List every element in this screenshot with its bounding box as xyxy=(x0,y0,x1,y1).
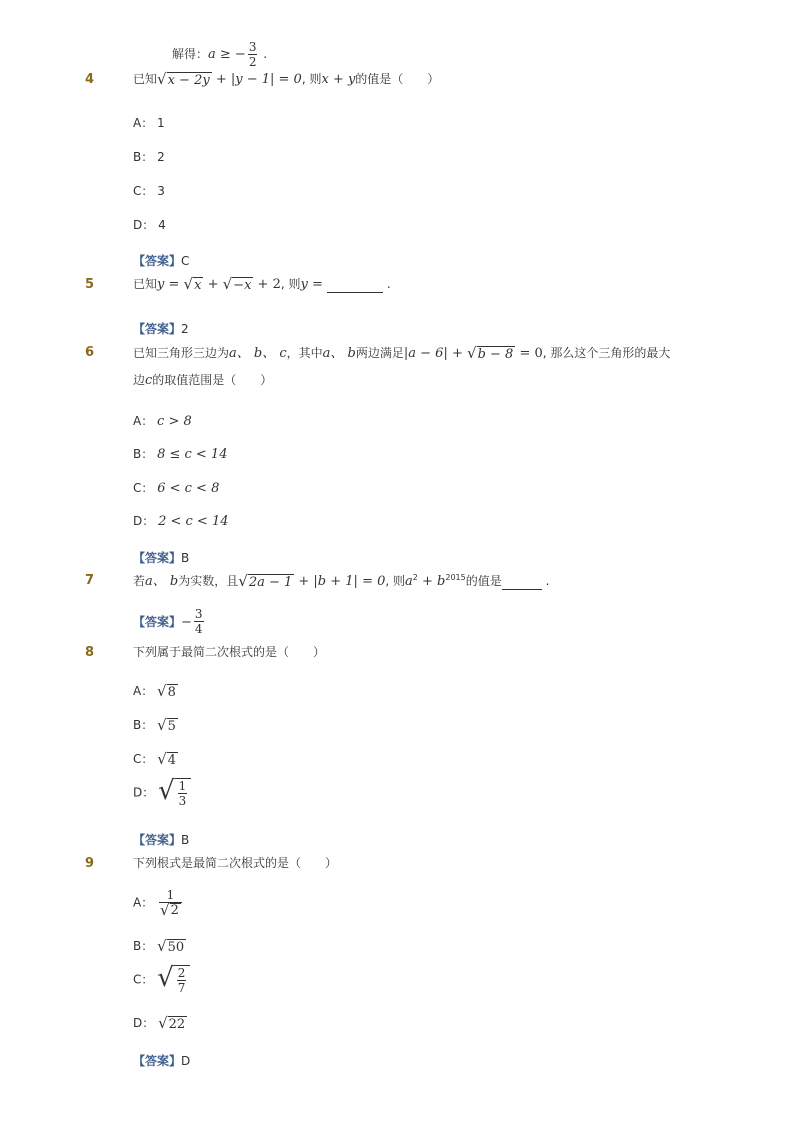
stem-math: + 2 xyxy=(253,277,281,292)
radicand: 50 xyxy=(167,939,185,955)
answer-tag: 【答案】 xyxy=(133,615,182,629)
option-a[interactable] xyxy=(133,114,165,131)
stem-math: x + y xyxy=(321,72,356,87)
exponent: 2 xyxy=(412,573,418,582)
stem-math: |a − 6| + xyxy=(403,346,467,361)
radicand: 4 xyxy=(167,752,177,768)
option-label: D： xyxy=(133,785,155,800)
question-stem-line2 xyxy=(133,371,272,388)
option-label: C： xyxy=(133,972,154,987)
sqrt-expression: √ b − 8 xyxy=(467,343,514,362)
radicand: x xyxy=(194,277,202,293)
answer-line xyxy=(133,547,189,566)
stem-math: a、 b xyxy=(322,346,356,361)
stem-text: 的值是 xyxy=(465,574,502,588)
sqrt-expression: √ x xyxy=(183,274,202,293)
sqrt-expression: √ 22 xyxy=(158,1013,186,1032)
stem-text: , 那么这个三角形的最大 xyxy=(542,346,671,360)
solution-line xyxy=(172,40,267,69)
option-label: C： xyxy=(133,752,154,766)
answer-fraction xyxy=(194,607,204,636)
option-b[interactable] xyxy=(133,445,227,462)
option-d[interactable] xyxy=(133,1014,187,1032)
option-label: A： xyxy=(133,684,154,698)
option-d[interactable] xyxy=(133,778,191,808)
fraction-denominator: 3 xyxy=(178,794,187,808)
fraction-numerator: 1 xyxy=(178,779,187,793)
stem-math: + b xyxy=(417,574,446,589)
answer-value: 2 xyxy=(181,322,189,336)
stem-math: + xyxy=(203,277,223,292)
radicand: −x xyxy=(233,277,252,293)
option-label: B： xyxy=(133,447,154,461)
option-value: 1 xyxy=(157,116,165,130)
question-stem xyxy=(133,70,439,88)
option-c[interactable] xyxy=(133,479,219,496)
option-label: D： xyxy=(133,1016,155,1030)
question-number: 9 xyxy=(85,856,95,871)
option-fraction xyxy=(159,888,182,918)
option-d[interactable] xyxy=(133,216,166,233)
option-value: 4 xyxy=(158,218,166,232)
question-stem xyxy=(133,275,391,293)
sqrt-expression: √ x − 2y xyxy=(157,69,210,88)
answer-line xyxy=(133,829,189,848)
sqrt-expression: √ 2a − 1 xyxy=(238,571,293,590)
stem-text: 边 xyxy=(133,373,146,387)
stem-text: , 则 xyxy=(301,72,322,86)
fraction-denominator: 4 xyxy=(194,622,203,636)
option-label: B： xyxy=(133,718,154,732)
radicand: 2a − 1 xyxy=(248,574,293,590)
option-value: 2 xyxy=(157,150,165,164)
answer-tag: 【答案】 xyxy=(133,322,182,336)
stem-text: 已知 xyxy=(133,72,158,86)
option-label: D： xyxy=(133,514,155,528)
stem-math: + |b + 1| = 0 xyxy=(294,574,386,589)
answer-tag: 【答案】 xyxy=(133,254,182,268)
radicand: 8 xyxy=(167,684,176,700)
fraction-numerator: 3 xyxy=(194,607,203,621)
sqrt-expression: √ $\frac{1}{3}$ xyxy=(158,778,191,808)
stem-math: = 0 xyxy=(515,346,543,361)
option-label: A： xyxy=(133,116,154,130)
option-value: 8 ≤ c < 14 xyxy=(157,447,228,462)
stem-math: c xyxy=(145,373,153,388)
option-b[interactable] xyxy=(133,937,186,955)
stem-text: , 则 xyxy=(385,574,406,588)
stem-math: a、 b、 c xyxy=(229,346,287,361)
option-label: C： xyxy=(133,184,154,198)
radicand: b − 8 xyxy=(477,346,514,362)
solution-expr: a ≥ − xyxy=(208,47,246,62)
fraction-denominator: 7 xyxy=(177,981,186,995)
sqrt-expression: √ 2 xyxy=(160,901,179,919)
question-number: 5 xyxy=(85,277,95,292)
stem-math: a xyxy=(405,574,413,589)
answer-line xyxy=(133,1050,190,1069)
sqrt-expression: √ −x xyxy=(222,274,252,293)
answer-value: C xyxy=(181,254,190,268)
option-value: 6 < c < 8 xyxy=(157,481,220,496)
radicand: x − 2y xyxy=(167,72,210,88)
stem-text: ，其中 xyxy=(286,346,323,360)
fraction-denominator: 2 xyxy=(248,55,257,69)
option-label: A： xyxy=(133,414,154,428)
option-a[interactable] xyxy=(133,888,184,918)
solution-period: . xyxy=(263,47,268,61)
radicand: 2 xyxy=(170,903,179,918)
option-c[interactable] xyxy=(133,750,178,768)
stem-text: 为实数，且 xyxy=(178,574,239,588)
stem-text: , 则 xyxy=(280,277,301,291)
sqrt-expression: √ 8 xyxy=(157,681,176,700)
option-label: D： xyxy=(133,218,155,232)
fraction-numerator: 1 xyxy=(166,888,175,902)
sqrt-expression: √ 4 xyxy=(157,749,177,768)
stem-math: y = xyxy=(157,277,184,292)
stem-text: 的值是（ ） xyxy=(355,72,440,86)
stem-text: 若 xyxy=(133,574,146,588)
option-c[interactable] xyxy=(133,182,165,199)
solution-prefix: 解得： xyxy=(172,47,209,61)
sqrt-expression: √ 5 xyxy=(157,715,176,734)
radicand: 22 xyxy=(168,1016,186,1032)
answer-tag: 【答案】 xyxy=(133,551,182,565)
option-d[interactable] xyxy=(133,512,229,529)
radicand: 5 xyxy=(167,718,176,734)
sqrt-expression: √ $\frac{2}{7}$ xyxy=(157,965,190,995)
fraction-numerator: 3 xyxy=(248,40,257,54)
question-number: 6 xyxy=(85,345,95,360)
question-stem xyxy=(133,570,549,590)
answer-sign: − xyxy=(181,615,192,630)
stem-text: 两边满足 xyxy=(355,346,404,360)
solution-fraction xyxy=(248,40,258,69)
stem-math: a、 b xyxy=(145,574,179,589)
radicand-fraction xyxy=(178,779,188,808)
option-label: A： xyxy=(133,895,154,910)
option-label: B： xyxy=(133,150,154,164)
exponent: 2015 xyxy=(445,573,466,582)
radicand-fraction xyxy=(177,966,187,995)
question-number: 8 xyxy=(85,645,95,660)
answer-value: D xyxy=(181,1054,191,1068)
stem-math: y = xyxy=(300,277,327,292)
answer-blank[interactable] xyxy=(327,292,383,293)
option-value: c > 8 xyxy=(157,414,192,429)
answer-line xyxy=(133,318,189,337)
answer-blank[interactable] xyxy=(502,589,542,590)
answer-value: B xyxy=(181,551,190,565)
question-stem: 下列根式是最简二次根式的是（ ） xyxy=(133,856,338,870)
stem-text: 的取值范围是（ ） xyxy=(152,373,273,387)
stem-text: 已知三角形三边为 xyxy=(133,346,230,360)
option-b[interactable] xyxy=(133,716,178,734)
question-number: 4 xyxy=(85,72,95,87)
option-a[interactable] xyxy=(133,412,192,429)
option-value: 3 xyxy=(157,184,165,198)
fraction-denominator xyxy=(159,902,182,918)
answer-line xyxy=(133,607,206,636)
answer-value: B xyxy=(181,833,190,847)
option-value: 2 < c < 14 xyxy=(158,514,229,529)
option-a[interactable] xyxy=(133,682,178,700)
question-stem: 下列属于最简二次根式的是（ ） xyxy=(133,645,326,659)
question-stem-line1 xyxy=(133,342,670,362)
stem-math: + |y − 1| = 0 xyxy=(211,72,302,87)
stem-text: 已知 xyxy=(133,277,158,291)
answer-tag: 【答案】 xyxy=(133,833,182,847)
option-b[interactable] xyxy=(133,148,165,165)
stem-text: . xyxy=(545,574,550,588)
stem-text: . xyxy=(386,277,391,291)
fraction-numerator: 2 xyxy=(177,966,186,980)
option-c[interactable] xyxy=(133,965,190,995)
answer-line xyxy=(133,250,189,269)
option-label: B： xyxy=(133,939,154,953)
sqrt-expression: √ 50 xyxy=(157,936,185,955)
option-label: C： xyxy=(133,481,154,495)
question-number: 7 xyxy=(85,573,95,588)
answer-tag: 【答案】 xyxy=(133,1054,182,1068)
